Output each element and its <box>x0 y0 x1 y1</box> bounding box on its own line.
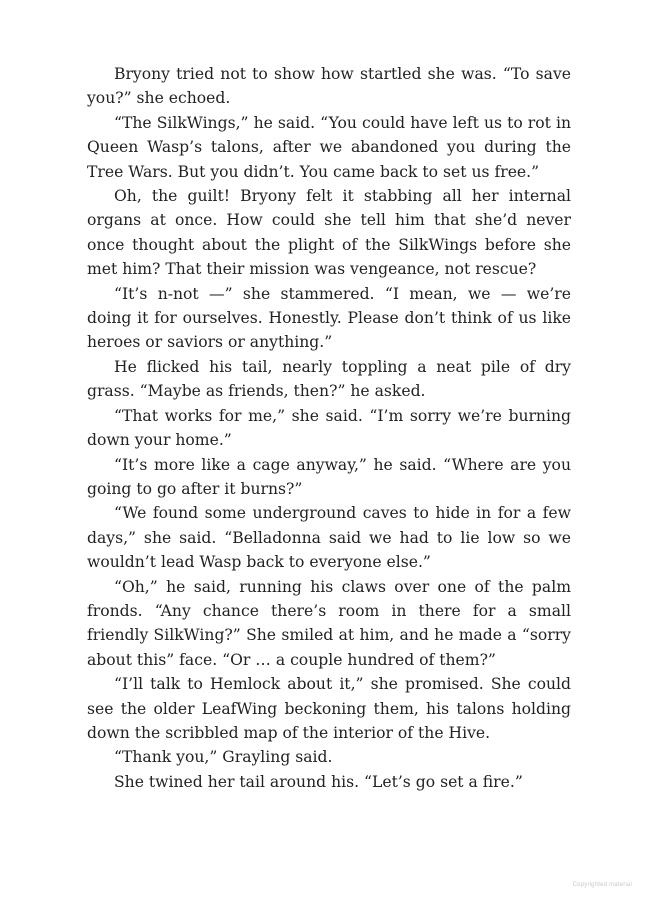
paragraph: “Thank you,” Grayling said. <box>114 748 333 767</box>
paragraph: She twined her tail around his. “Let’s go set a fire.” <box>114 772 523 791</box>
page-body <box>87 62 571 794</box>
paragraph: Bryony tried not to show how startled she was. “To save you?” she echoed. <box>87 65 571 108</box>
paragraph: “That works for me,” she said. “I’m sorry we’re burning down your home.” <box>87 406 571 450</box>
paragraph: “I’ll talk to Hemlock about it,” she promised. She could see the older LeafWing beckoning them, his talons holding down the scribbled map of the interior of the Hive. <box>87 675 571 742</box>
paragraph: “The SilkWings,” he said. “You could have left us to rot in Queen Wasp’s talons, after we abandoned you during the Tree Wars. But you didn’t. You came back to set us free.” <box>87 113 571 181</box>
paragraph: “We found some underground caves to hide in for a few days,” she said. “Belladonna said we had to lie low so we wouldn’t lead Wasp back to everyone else.” <box>87 504 571 572</box>
paragraph: “Oh,” he said, running his claws over one of the palm fronds. “Any chance there’s room in there for a small friendly SilkWing?” She smiled at him, and he made a “sorry about this” face. “Or … a couple hundred of them?” <box>87 577 571 669</box>
paragraph: “It’s more like a cage anyway,” he said. “Where are you going to go after it burns?” <box>87 455 571 498</box>
paragraph: Oh, the guilt! Bryony felt it stabbing all her internal organs at once. How could she tell him that she’d never once thought about the plight of the SilkWings before she met him? That their mission was vengeance, not rescue? <box>87 187 571 279</box>
copyright-watermark: Copyrighted material <box>572 882 632 888</box>
paragraph: He flicked his tail, nearly toppling a neat pile of dry grass. “Maybe as friends, then?” he asked. <box>87 357 571 401</box>
paragraph: “It’s n-not —” she stammered. “I mean, we — we’re doing it for ourselves. Honestly. Please don’t think of us like heroes or saviors or anything.” <box>87 284 571 352</box>
